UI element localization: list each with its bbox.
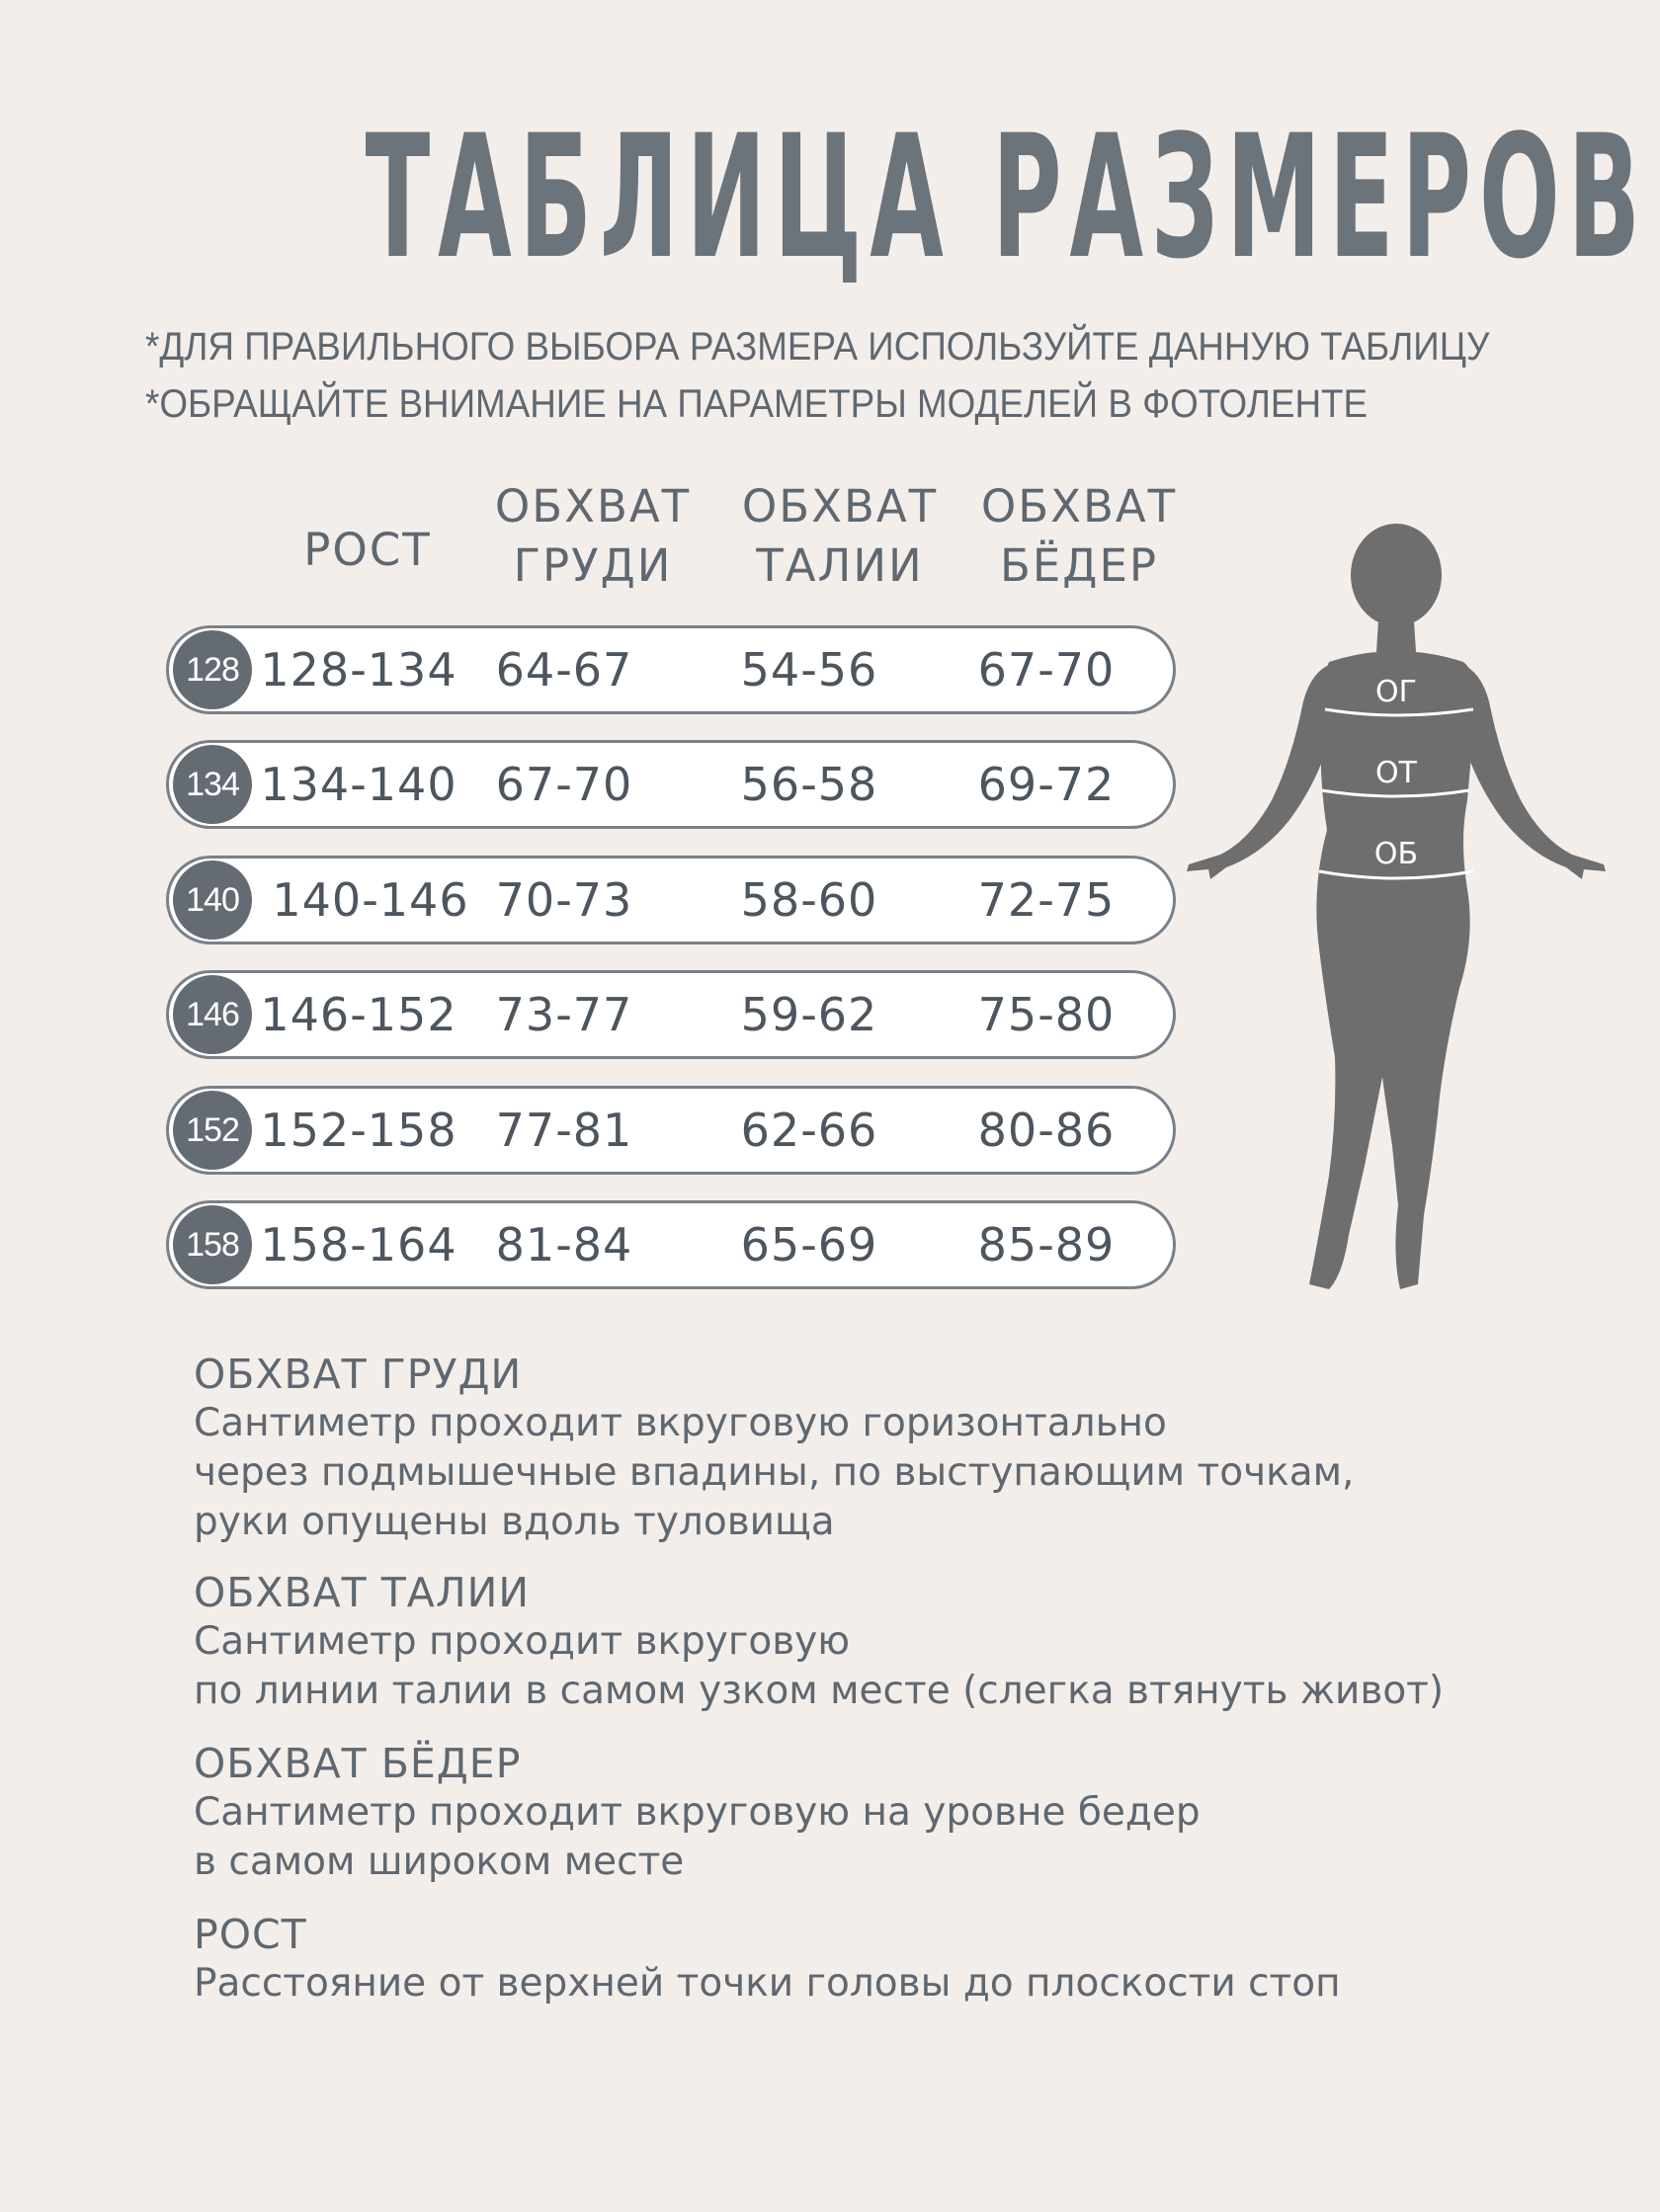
figure-label-waist: ОТ <box>1375 756 1417 790</box>
cell-hips: 67-70 <box>977 643 1116 696</box>
size-badge: 128 <box>173 630 252 709</box>
size-row <box>166 856 1176 944</box>
cell-height: 158-164 <box>260 1218 457 1271</box>
cell-chest: 81-84 <box>495 1218 633 1271</box>
note-table-usage: *ДЛЯ ПРАВИЛЬНОГО ВЫБОРА РАЗМЕРА ИСПОЛЬЗУЙТЕ ДАННУЮ ТАБЛИЦУ <box>145 325 1490 369</box>
description-line: через подмышечные впадины, по выступающим точкам, <box>194 1450 1355 1495</box>
description-heading: РОСТ <box>194 1911 307 1958</box>
figure-label-chest: ОГ <box>1375 675 1417 709</box>
size-row <box>166 1086 1176 1175</box>
size-badge: 146 <box>173 975 252 1054</box>
size-badge: 134 <box>173 745 252 824</box>
size-badge: 140 <box>173 860 252 940</box>
cell-chest: 77-81 <box>495 1104 633 1157</box>
description-heading: ОБХВАТ ТАЛИИ <box>194 1569 530 1616</box>
cell-hips: 80-86 <box>977 1104 1116 1157</box>
description-hips <box>194 1739 1201 1887</box>
cell-chest: 70-73 <box>495 873 633 927</box>
size-row <box>166 625 1176 714</box>
cell-height: 134-140 <box>260 758 457 811</box>
column-header-waist <box>721 477 958 596</box>
note-model-params: *ОБРАЩАЙТЕ ВНИМАНИЕ НА ПАРАМЕТРЫ МОДЕЛЕЙ В ФОТОЛЕНТЕ <box>145 382 1369 426</box>
column-header-waist-line2: ТАЛИИ <box>756 539 924 592</box>
cell-waist: 58-60 <box>740 873 878 927</box>
column-header-hips-line1: ОБХВАТ <box>980 480 1178 533</box>
column-header-waist-line1: ОБХВАТ <box>741 480 939 533</box>
description-line: Сантиметр проходит вкруговую <box>194 1619 851 1664</box>
cell-chest: 73-77 <box>495 988 633 1041</box>
description-line: Сантиметр проходит вкруговую на уровне бедер <box>194 1790 1201 1835</box>
cell-height: 152-158 <box>260 1104 457 1157</box>
cell-hips: 75-80 <box>977 988 1116 1041</box>
description-line: в самом широком месте <box>194 1840 685 1884</box>
body-silhouette-icon <box>1181 524 1616 1294</box>
column-header-chest-line2: ГРУДИ <box>513 539 673 592</box>
column-header-chest-line1: ОБХВАТ <box>494 480 692 533</box>
column-header-hips-line2: БЁДЕР <box>999 539 1159 592</box>
column-header-height: РОСТ <box>303 524 432 576</box>
description-chest <box>194 1350 1354 1547</box>
cell-hips: 85-89 <box>977 1218 1116 1271</box>
cell-waist: 56-58 <box>740 758 878 811</box>
cell-hips: 72-75 <box>977 873 1116 927</box>
cell-waist: 59-62 <box>740 988 878 1041</box>
cell-chest: 67-70 <box>495 758 633 811</box>
description-waist <box>194 1568 1444 1716</box>
figure-label-hips: ОБ <box>1373 837 1419 871</box>
page-title: ТАБЛИЦА РАЗМЕРОВ <box>365 98 1648 296</box>
description-heading: ОБХВАТ БЁДЕР <box>194 1740 522 1787</box>
size-badge: 158 <box>173 1205 252 1284</box>
cell-hips: 69-72 <box>977 758 1116 811</box>
column-header-hips <box>960 477 1198 596</box>
cell-waist: 62-66 <box>740 1104 878 1157</box>
description-line: по линии талии в самом узком месте (слегка втянуть живот) <box>194 1669 1445 1713</box>
description-height <box>194 1910 1341 2008</box>
cell-height: 146-152 <box>260 988 457 1041</box>
description-heading: ОБХВАТ ГРУДИ <box>194 1351 523 1398</box>
description-line: Сантиметр проходит вкруговую горизонтально <box>194 1401 1167 1445</box>
column-header-chest <box>474 477 711 596</box>
cell-waist: 54-56 <box>740 643 878 696</box>
cell-chest: 64-67 <box>495 643 633 696</box>
size-row <box>166 970 1176 1059</box>
size-badge: 152 <box>173 1091 252 1170</box>
description-line: Расстояние от верхней точки головы до плоскости стоп <box>194 1961 1341 2006</box>
description-line: руки опущены вдоль туловища <box>194 1500 835 1544</box>
size-row <box>166 1200 1176 1289</box>
cell-height: 128-134 <box>260 643 457 696</box>
cell-height: 140-146 <box>272 873 469 927</box>
size-row <box>166 740 1176 829</box>
cell-waist: 65-69 <box>740 1218 878 1271</box>
